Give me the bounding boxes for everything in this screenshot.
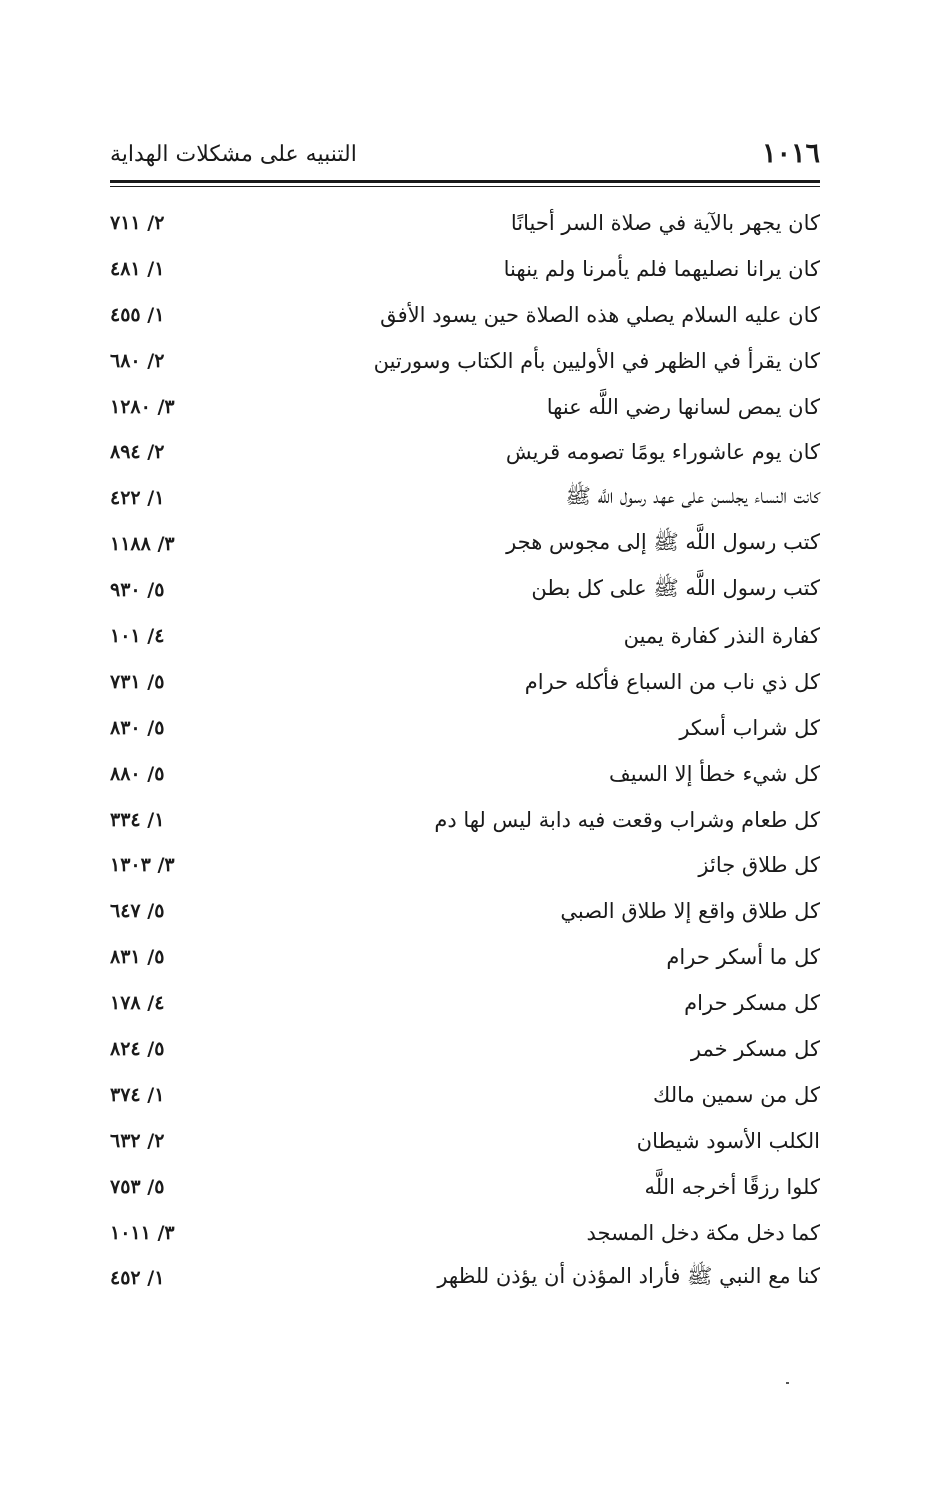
entry-text: كل مسكر خمر	[690, 1036, 820, 1061]
entry-reference: ٢/ ٦٣٢	[110, 1129, 165, 1152]
running-header	[110, 138, 820, 178]
index-entry	[110, 567, 820, 613]
entry-reference: ٥/ ٨٣٠	[110, 716, 165, 739]
index-entry	[110, 521, 820, 567]
entry-reference: ١/ ٤٢٢	[110, 487, 165, 510]
entry-text: كانت النساء يجلسن على عهد رسول اللَّه ﷺ	[565, 483, 820, 508]
index-entry-list	[110, 200, 820, 1301]
index-entry	[110, 751, 820, 797]
entry-reference: ٤/ ١٠١	[110, 624, 165, 647]
entry-reference: ٥/ ٧٣١	[110, 670, 165, 693]
entry-reference: ١/ ٤٨١	[110, 257, 165, 280]
entry-text: كل شيء خطأ إلا السيف	[608, 761, 820, 786]
entry-text: كل ذي ناب من السباع فأكله حرام	[524, 669, 820, 694]
index-entry	[110, 888, 820, 934]
entry-reference: ٢/ ٨٩٤	[110, 441, 165, 464]
entry-reference: ٥/ ٧٥٣	[110, 1175, 165, 1198]
index-entry	[110, 980, 820, 1026]
index-entry	[110, 292, 820, 338]
entry-text: كل شراب أسكر	[679, 715, 820, 740]
entry-reference: ٣/ ١١٨٨	[110, 533, 175, 556]
entry-text: كل من سمين مالك	[653, 1082, 820, 1107]
entry-text: كان يوم عاشوراء يومًا تصومه قريش	[505, 440, 820, 465]
entry-text: كل ما أسكر حرام	[666, 945, 820, 970]
entry-reference: ١/ ٣٣٤	[110, 808, 165, 831]
entry-reference: ٢/ ٧١١	[110, 211, 165, 234]
index-entry	[110, 842, 820, 888]
index-entry	[110, 1210, 820, 1256]
index-entry	[110, 934, 820, 980]
index-entry	[110, 705, 820, 751]
index-entry	[110, 797, 820, 843]
entry-text: كان عليه السلام يصلي هذه الصلاة حين يسود الأفق	[380, 302, 820, 327]
entry-text: كل طلاق واقع إلا طلاق الصبي	[560, 899, 820, 924]
index-entry	[110, 246, 820, 292]
index-entry	[110, 1072, 820, 1118]
entry-reference: ٥/ ٩٣٠	[110, 579, 165, 602]
header-rule-thick	[110, 180, 820, 183]
entry-reference: ٣/ ١٣٠٣	[110, 854, 175, 877]
entry-text: كفارة النذر كفارة يمين	[623, 623, 820, 648]
entry-reference: ٤/ ١٧٨	[110, 992, 165, 1015]
index-entry	[110, 338, 820, 384]
index-entry	[110, 1255, 820, 1301]
entry-reference: ٢/ ٦٨٠	[110, 349, 165, 372]
entry-reference: ١/ ٤٥٢	[110, 1267, 165, 1290]
entry-text: كل مسكر حرام	[684, 991, 820, 1016]
entry-text: كما دخل مكة دخل المسجد	[586, 1220, 820, 1245]
index-entry	[110, 384, 820, 430]
index-entry	[110, 200, 820, 246]
entry-reference: ٥/ ٦٤٧	[110, 900, 165, 923]
entry-text: كان يمص لسانها رضي اللَّه عنها	[546, 394, 820, 419]
entry-reference: ٥/ ٨٣١	[110, 946, 165, 969]
index-entry	[110, 1118, 820, 1164]
entry-text: كل طلاق جائز	[698, 853, 820, 878]
stray-mark	[786, 1382, 789, 1384]
header-rule-thin	[110, 186, 820, 187]
index-entry	[110, 475, 820, 521]
entry-text: كان يجهر بالآية في صلاة السر أحيانًا	[510, 210, 820, 235]
index-entry	[110, 1164, 820, 1210]
entry-reference: ٣/ ١٠١١	[110, 1221, 175, 1244]
entry-text: كان يرانا نصليهما فلم يأمرنا ولم ينهنا	[503, 256, 820, 281]
entry-reference: ٥/ ٨٢٤	[110, 1037, 165, 1060]
entry-reference: ١/ ٣٧٤	[110, 1083, 165, 1106]
entry-text: كلوا رزقًا أخرجه اللَّه	[644, 1174, 820, 1199]
page-number: ١٠١٦	[761, 138, 820, 169]
entry-reference: ١/ ٤٥٥	[110, 303, 165, 326]
book-title: التنبيه على مشكلات الهداية	[110, 142, 357, 167]
entry-text: الكلب الأسود شيطان	[636, 1128, 820, 1153]
index-entry	[110, 1026, 820, 1072]
entry-text: كتب رسول اللَّه ﷺ إلى مجوس هجر	[506, 529, 820, 554]
index-entry	[110, 429, 820, 475]
entry-text: كل طعام وشراب وقعت فيه دابة ليس لها دم	[434, 807, 820, 832]
entry-reference: ٣/ ١٢٨٠	[110, 395, 175, 418]
entry-reference: ٥/ ٨٨٠	[110, 762, 165, 785]
entry-text: كتب رسول اللَّه ﷺ على كل بطن	[531, 575, 820, 600]
entry-text: كنا مع النبي ﷺ فأراد المؤذن أن يؤذن للظهر	[437, 1263, 820, 1288]
index-entry	[110, 613, 820, 659]
index-entry	[110, 659, 820, 705]
entry-text: كان يقرأ في الظهر في الأوليين بأم الكتاب وسورتين	[373, 348, 820, 373]
